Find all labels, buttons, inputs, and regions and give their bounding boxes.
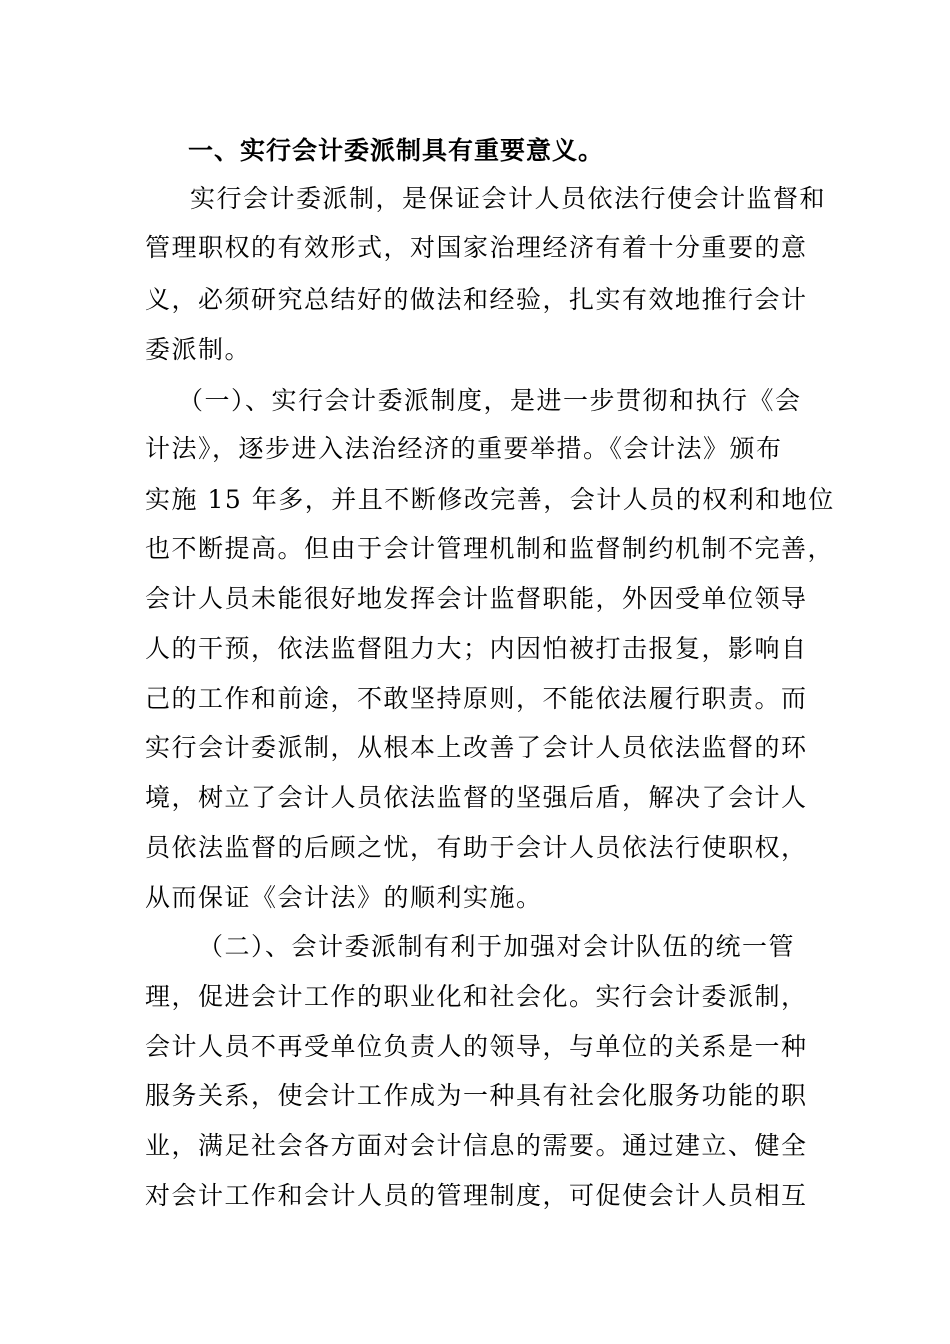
- paragraph-line: 实行会计委派制，从根本上改善了会计人员依法监督的环: [145, 733, 808, 762]
- paragraph-line: 计法》，逐步进入法治经济的重要举措。《会计法》颁布: [145, 434, 783, 463]
- paragraph-line: 理，促进会计工作的职业化和社会化。实行会计委派制，: [145, 982, 808, 1011]
- paragraph-line: 人的干预，依法监督阻力大；内因怕被打击报复，影响自: [145, 634, 808, 663]
- paragraph-line: 服务关系，使会计工作成为一种具有社会化服务功能的职: [145, 1081, 808, 1110]
- paragraph-line: 管理职权的有效形式，对国家治理经济有着十分重要的意: [145, 233, 808, 262]
- section-heading: 一、实行会计委派制具有重要意义。: [188, 136, 605, 165]
- paragraph-line: 实施 15 年多，并且不断修改完善，会计人员的权利和地位: [145, 485, 835, 514]
- paragraph-line: 实行会计委派制，是保证会计人员依法行使会计监督和: [190, 184, 827, 213]
- paragraph-line: 也不断提高。但由于会计管理机制和监督制约机制不完善，: [145, 534, 835, 563]
- paragraph-line: 义，必须研究总结好的做法和经验，扎实有效地推行会计: [145, 285, 808, 314]
- paragraph-line: 会计人员未能很好地发挥会计监督职能，外因受单位领导: [145, 584, 808, 613]
- paragraph-line: 从而保证《会计法》的顺利实施。: [145, 883, 543, 912]
- paragraph-line: 会计人员不再受单位负责人的领导，与单位的关系是一种: [145, 1032, 808, 1061]
- paragraph-line: 对会计工作和会计人员的管理制度，可促使会计人员相互: [145, 1181, 808, 1210]
- paragraph-line: 境，树立了会计人员依法监督的坚强后盾，解决了会计人: [145, 783, 808, 812]
- paragraph-line: 己的工作和前途，不敢坚持原则，不能依法履行职责。而: [145, 684, 808, 713]
- paragraph-line: 委派制。: [145, 335, 252, 364]
- paragraph-line: 员依法监督的后顾之忧，有助于会计人员依法行使职权，: [145, 833, 808, 862]
- paragraph-line: 业，满足社会各方面对会计信息的需要。通过建立、健全: [145, 1131, 808, 1160]
- paragraph-line: （二）、会计委派制有利于加强对会计队伍的统一管: [198, 932, 796, 961]
- paragraph-line: （一）、实行会计委派制度，是进一步贯彻和执行《会: [178, 386, 802, 415]
